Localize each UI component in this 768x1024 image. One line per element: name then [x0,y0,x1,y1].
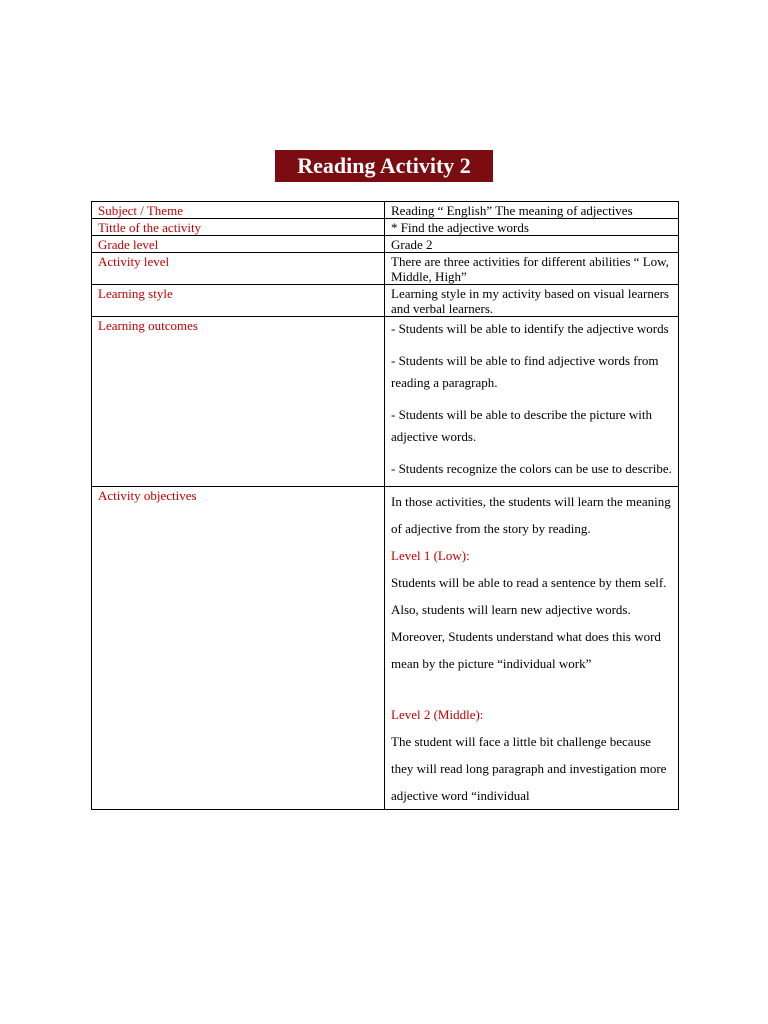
row-label-outcomes: Learning outcomes [92,317,385,487]
row-value-activity-level: There are three activities for different abilities “ Low, Middle, High” [385,253,679,285]
row-label-objectives: Activity objectives [92,487,385,810]
row-value-outcomes [385,317,679,487]
table-row [92,285,679,317]
outcome-item: - Students will be able to find adjective words from reading a paragraph. [391,353,659,390]
row-label-activity-level: Activity level [92,253,385,285]
table-row [92,219,679,236]
table-row [92,236,679,253]
level2-text: The student will face a little bit challenge because they will read long paragraph and investigation more adjective word “individual [391,734,667,803]
outcome-item: - Students recognize the colors can be use to describe. [391,461,672,476]
row-label-learning-style: Learning style [92,285,385,317]
table-row [92,253,679,285]
table-row [92,487,679,810]
table-row [92,317,679,487]
row-label-subject: Subject / Theme [92,202,385,219]
row-value-learning-style: Learning style in my activity based on visual learners and verbal learners. [385,285,679,317]
spacer [391,677,672,701]
outcome-item: - Students will be able to describe the picture with adjective words. [391,407,653,444]
level1-heading: Level 1 (Low): [391,548,470,563]
row-value-objectives [385,487,679,810]
table-row [92,202,679,219]
row-value-subject: Reading “ English” The meaning of adjectives [385,202,679,219]
row-value-grade: Grade 2 [385,236,679,253]
objectives-intro: In those activities, the students will learn the meaning of adjective from the story by reading. [391,494,671,536]
row-label-activity-title: Tittle of the activity [92,219,385,236]
level2-heading: Level 2 (Middle): [391,707,484,722]
outcome-item: - Students will be able to identify the adjective words [391,321,669,336]
level1-text: Students will be able to read a sentence by them self. Also, students will learn new adjective words. Moreover, Students understand what does this word mean by the picture “individual work” [391,575,667,671]
page-title: Reading Activity 2 [275,150,493,182]
activity-table [91,201,679,810]
row-value-activity-title: * Find the adjective words [385,219,679,236]
row-label-grade: Grade level [92,236,385,253]
